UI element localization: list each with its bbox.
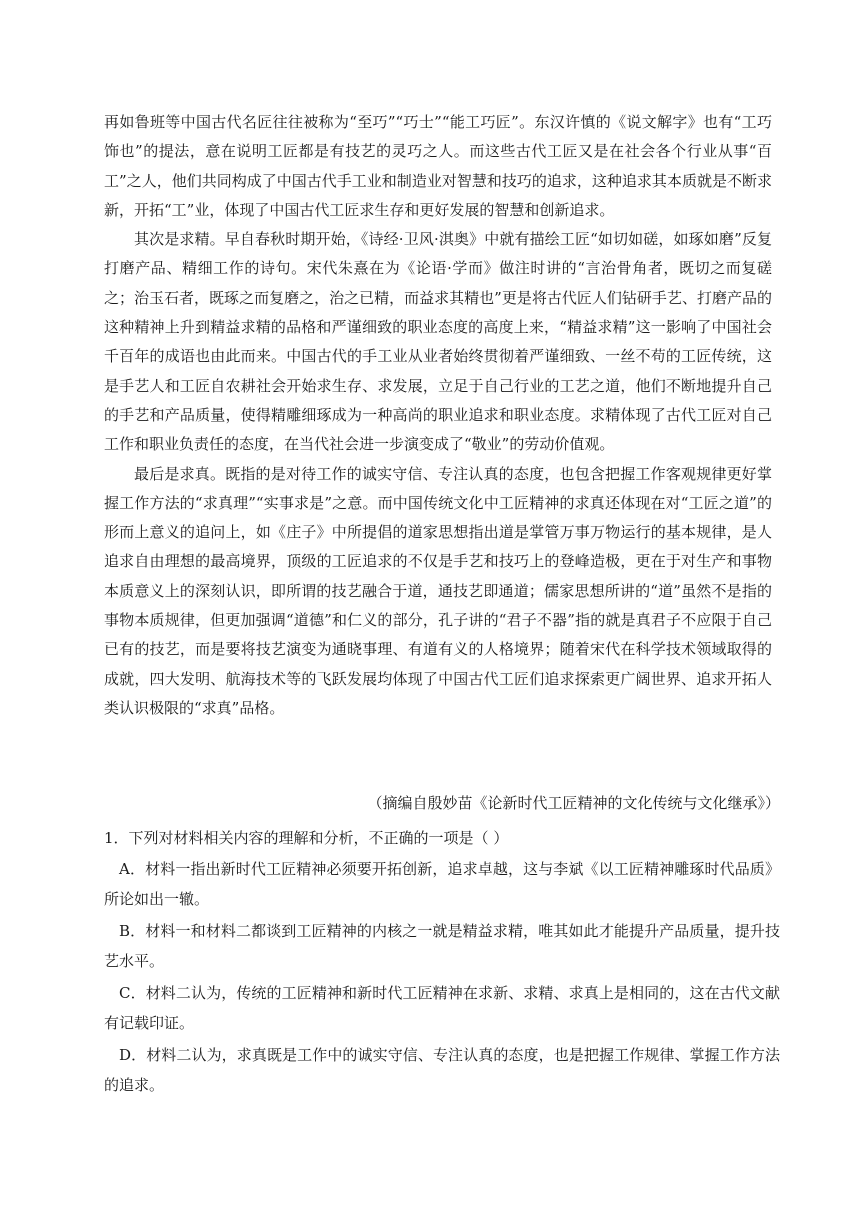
- passage-paragraph-2: 其次是求精。早自春秋时期开始，《诗经·卫风·淇奥》中就有描绘工匠“如切如磋，如琢如磨”反复打磨产品、精细工作的诗句。宋代朱熹在为《论语·学而》做注时讲的“言治骨角者，既切之而复磋之；治玉石者，既琢之而复磨之，治之已精，而益求其精也”更是将古代匠人们钻研手艺、打磨产品的这种精神上升到精益求精的品格和严谨细致的职业态度的高度上来，“精益求精”这一影响了中国社会千百年的成语也由此而来。中国古代的手工业从业者始终贯彻着严谨细致、一丝不苟的工匠传统，这是手艺人和工匠自农耕社会开始求生存、求发展，立足于自己行业的工艺之道，他们不断地提升自己的手艺和产品质量，使得精雕细琢成为一种高尚的职业追求和职业态度。求精体现了古代工匠对自己工作和职业负责任的态度，在当代社会进一步演变成了“敬业”的劳动价值观。: [104, 230, 772, 454]
- option-c[interactable]: [104, 979, 780, 1038]
- option-d-label: D．: [119, 1046, 147, 1064]
- question-stem: 1．下列对材料相关内容的理解和分析，不正确的一项是（ ）: [104, 829, 509, 847]
- option-c-label: C．: [119, 984, 146, 1002]
- passage-paragraph-3: 最后是求真。既指的是对待工作的诚实守信、专注认真的态度，也包含把握工作客观规律更好掌握工作方法的“求真理”“实事求是”之意。而中国传统文化中工匠精神的求真还体现在对“工匠之道”的形而上意义的追问上，如《庄子》中所提倡的道家思想指出道是掌管万事万物运行的基本规律，是人追求自由理想的最高境界，顶级的工匠追求的不仅是手艺和技巧上的登峰造极，更在于对生产和事物本质意义上的深刻认识，即所谓的技艺融合于道，通技艺即通道；儒家思想所讲的“道”虽然不是指的事物本质规律，但更加强调“道德”和仁义的部分，孔子讲的“君子不器”指的就是真君子不应限于自己已有的技艺，而是要将技艺演变为通晓事理、有道有义的人格境界；随着宋代在科学技术领域取得的成就，四大发明、航海技术等的飞跃发展均体现了中国古代工匠们追求探索更广阔世界、追求开拓人类认识极限的“求真”品格。: [104, 464, 772, 717]
- option-a-text: 材料一指出新时代工匠精神必须要开拓创新，追求卓越，这与李斌《以工匠精神雕琢时代品质》所论如出一辙。: [104, 860, 780, 908]
- option-b-label: B．: [119, 922, 146, 940]
- option-c-text: 材料二认为，传统的工匠精神和新时代工匠精神在求新、求精、求真上是相同的，这在古代文献有记载印证。: [104, 984, 780, 1032]
- passage-paragraph-1: 再如鲁班等中国古代名匠往往被称为“至巧”“巧士”“能工巧匠”。东汉许慎的《说文解字》也有“工巧饰也”的提法，意在说明工匠都是有技艺的灵巧之人。而这些古代工匠又是在社会各个行业从事“百工”之人，他们共同构成了中国古代手工业和制造业对智慧和技巧的追求，这种追求其本质就是不断求新，开拓“工”业，体现了中国古代工匠求生存和更好发展的智慧和创新追求。: [104, 113, 772, 219]
- option-a[interactable]: [104, 855, 780, 914]
- option-a-label: A．: [119, 860, 146, 878]
- question-options: [104, 855, 780, 1100]
- option-d[interactable]: [104, 1041, 780, 1100]
- passage-source-citation: （摘编自殷妙苗《论新时代工匠精神的文化传统与文化继承》）: [367, 794, 780, 812]
- option-b[interactable]: [104, 917, 780, 976]
- question-1: [104, 824, 780, 1100]
- reading-passage: [104, 108, 772, 723]
- option-d-text: 材料二认为，求真既是工作中的诚实守信、专注认真的态度，也是把握工作规律、掌握工作方法的追求。: [104, 1046, 780, 1094]
- option-b-text: 材料一和材料二都谈到工匠精神的内核之一就是精益求精，唯其如此才能提升产品质量，提升技艺水平。: [104, 922, 780, 970]
